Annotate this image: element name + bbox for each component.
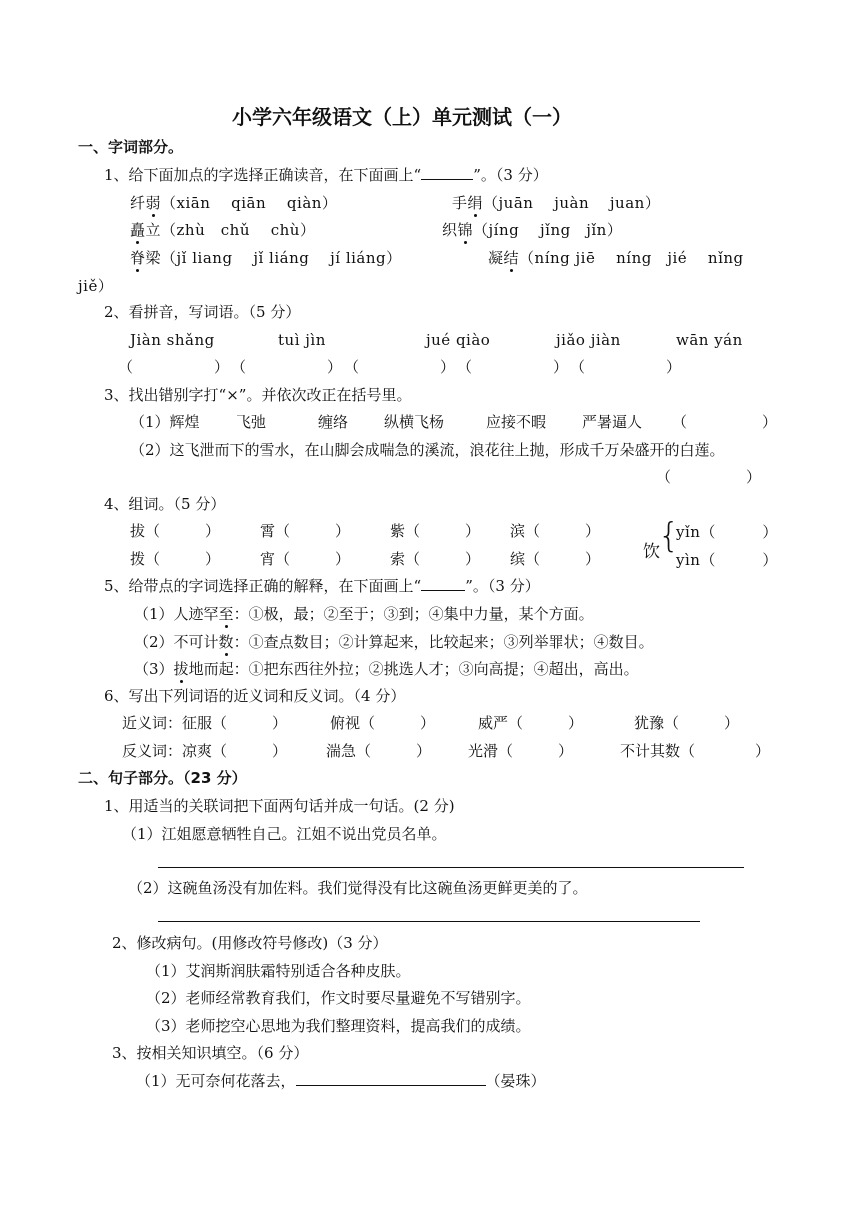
q5-item-2-pre: （2）不可计 [134,633,219,651]
q1-row2-right [442,220,622,240]
q4-item[interactable]: 滨（ ） [510,522,601,540]
q1-dotted-char: 结 [503,249,520,267]
part2-q2-sentence-a: （1）艾润斯润肤霜特别适合各种皮肤。 [146,962,411,980]
question-5-stem-score: ”。（3 分） [465,577,540,595]
q3-p1-word: 纵横飞杨 [384,413,445,431]
q1-dotted-char: 矗 [130,221,146,239]
q3-p1-word: 应接不暇 [486,413,547,431]
q1-options: （xiān qiān qiàn） [161,194,338,212]
q4-item[interactable]: 拨（ ） [130,550,221,568]
q2-answer-blanks[interactable]: （ ） （ ） （ ） （ ） （ ） [118,358,683,376]
q3-p1-word: 严暑逼人 [582,413,643,431]
q2-pinyin-2: tuì jìn [278,331,326,349]
q6-antonym-item[interactable]: 不计其数（ ） [620,742,771,760]
q1-word: 纤 [130,194,146,212]
q2-pinyin-4: jiǎo jiàn [556,331,621,349]
question-4-stem: 4、组词。（5 分） [104,495,226,513]
section-heading-words: 一、字词部分。 [78,138,184,156]
question-6-stem: 6、写出下列词语的近义词和反义词。（4 分） [104,687,406,705]
q1-row3-wrap: jiě） [78,277,114,295]
q5-item-3-options: 地而起：①把东西往外拉；②挑选人才；③向高提；④超出，高出。 [188,660,639,678]
q5-item-1-pre: （1）人迹罕 [134,605,219,623]
q1-word: 立 [145,221,162,239]
question-1-stem-text: 1、给下面加点的字选择正确读音，在下面画上“ [104,166,422,184]
q3-p2-blank[interactable]: （ ） [656,468,762,486]
q3-p1-word: 缠络 [318,413,349,431]
q5-item-3-pre: （3） [134,660,174,678]
q4-item[interactable]: 拔（ ） [130,522,221,540]
q4-item[interactable]: 紫（ ） [390,522,481,540]
q1-row3-left [130,248,402,268]
q1-row1-left [130,193,337,213]
q5-item-2 [134,632,654,652]
q1-options: （zhù chǔ chù） [161,221,316,239]
q4-item[interactable]: 宵（ ） [260,550,351,568]
part2-q1-sentence-a: （1）江姐愿意牺牲自己。江姐不说出党员名单。 [122,825,447,843]
q1-options: （níng jiē níng jié nǐng [519,249,744,267]
part2-q1-sentence-b: （2）这碗鱼汤没有加佐料。我们觉得没有比这碗鱼汤更鲜更美的了。 [128,879,588,897]
question-1-stem-score: ”。（3 分） [473,166,548,184]
question-1-stem [104,165,548,185]
q6-antonym-item[interactable]: 光滑（ ） [468,742,574,760]
q4-item[interactable]: 霄（ ） [260,522,351,540]
q1-word: 织 [442,221,458,239]
q5-item-1-options: ：①极，最；②至于；③到；④集中力量，某个方面。 [233,605,594,623]
q4-polyphone-reading-1[interactable]: yǐn（ ） [676,523,778,541]
q5-dotted-char: 至 [218,605,234,623]
part2-q3-item-1-author: （晏珠） [485,1072,546,1090]
answer-underline-sample [421,165,473,180]
q6-synonym-item[interactable]: 俯视（ ） [330,714,436,732]
question-5-stem-text: 5、给带点的字词选择正确的解释，在下面画上“ [104,577,422,595]
section-heading-sentences: 二、句子部分。（23 分） [78,769,247,787]
q1-options: （jíng jǐng jǐn） [473,221,623,239]
q1-word: 梁 [145,249,162,267]
q1-dotted-char: 脊 [130,249,146,267]
part2-question-3-stem: 3、按相关知识填空。（6 分） [112,1044,309,1062]
q5-dotted-char: 拔 [173,660,189,678]
page-title: 小学六年级语文（上）单元测试（一） [232,105,572,129]
q1-row1-right [452,193,660,213]
question-2-stem: 2、看拼音，写词语。（5 分） [104,303,301,321]
q1-word: 手 [452,194,468,212]
q5-item-1 [134,604,594,624]
answer-underline-sample [421,576,465,591]
q6-synonym-item[interactable]: 威严（ ） [478,714,584,732]
answer-line[interactable] [158,867,744,868]
q2-pinyin-3: jué qiào [426,331,491,349]
q1-row3-right [488,248,744,268]
q5-item-3 [134,659,639,679]
q3-p1-word: 飞弛 [236,413,267,431]
q1-options: （jǐ liang jǐ liáng jí liáng） [161,249,402,267]
question-5-stem [104,576,540,596]
q3-p1-word: （1）辉煌 [130,413,200,431]
q1-word: 凝 [488,249,504,267]
answer-line[interactable] [296,1071,486,1086]
q1-dotted-char: 弱 [145,194,162,212]
q1-dotted-char: 锦 [457,221,474,239]
q2-pinyin-1: Jiàn shǎng [130,331,215,349]
q5-item-2-options: ：①查点数目；②计算起来，比较起来；③列举罪状；④数目。 [233,633,654,651]
q4-item[interactable]: 缤（ ） [510,550,601,568]
part2-q3-item-1 [136,1071,546,1091]
q3-p1-blank[interactable]: （ ） [672,413,778,431]
q6-antonym-item[interactable]: 湍急（ ） [326,742,432,760]
q6-synonym-item[interactable]: 近义词：征服（ ） [122,714,288,732]
q2-pinyin-5: wān yán [676,331,743,349]
q5-dotted-char: 数 [218,633,234,651]
brace-icon: { [658,516,680,556]
part2-q2-sentence-c: （3）老师挖空心思地为我们整理资料，提高我们的成绩。 [146,1017,531,1035]
q3-p2-sentence: （2）这飞泄而下的雪水，在山脚会成喘急的溪流，浪花往上抛，形成千万朵盛开的白莲。 [130,441,725,459]
q1-row2-left [130,220,315,240]
q6-synonym-item[interactable]: 犹豫（ ） [634,714,740,732]
q6-antonym-item[interactable]: 反义词：凉爽（ ） [122,742,288,760]
q4-item[interactable]: 索（ ） [390,550,481,568]
part2-q2-sentence-b: （2）老师经常教育我们，作文时要尽量避免不写错别字。 [146,989,531,1007]
part2-q3-item-1-text: （1）无可奈何花落去， [136,1072,296,1090]
part2-question-2-stem: 2、修改病句。(用修改符号修改)（3 分） [112,934,388,952]
part2-question-1-stem: 1、用适当的关联词把下面两句话并成一句话。(2 分) [104,797,455,815]
question-3-stem: 3、找出错别字打“×”。并依次改正在括号里。 [104,386,412,404]
q4-polyphone-reading-2[interactable]: yìn（ ） [676,551,778,569]
answer-line[interactable] [158,921,700,922]
q4-polyphone-char: 饮 [643,542,660,562]
q1-options: （juān juàn juan） [483,194,661,212]
q1-dotted-char: 绢 [467,194,484,212]
